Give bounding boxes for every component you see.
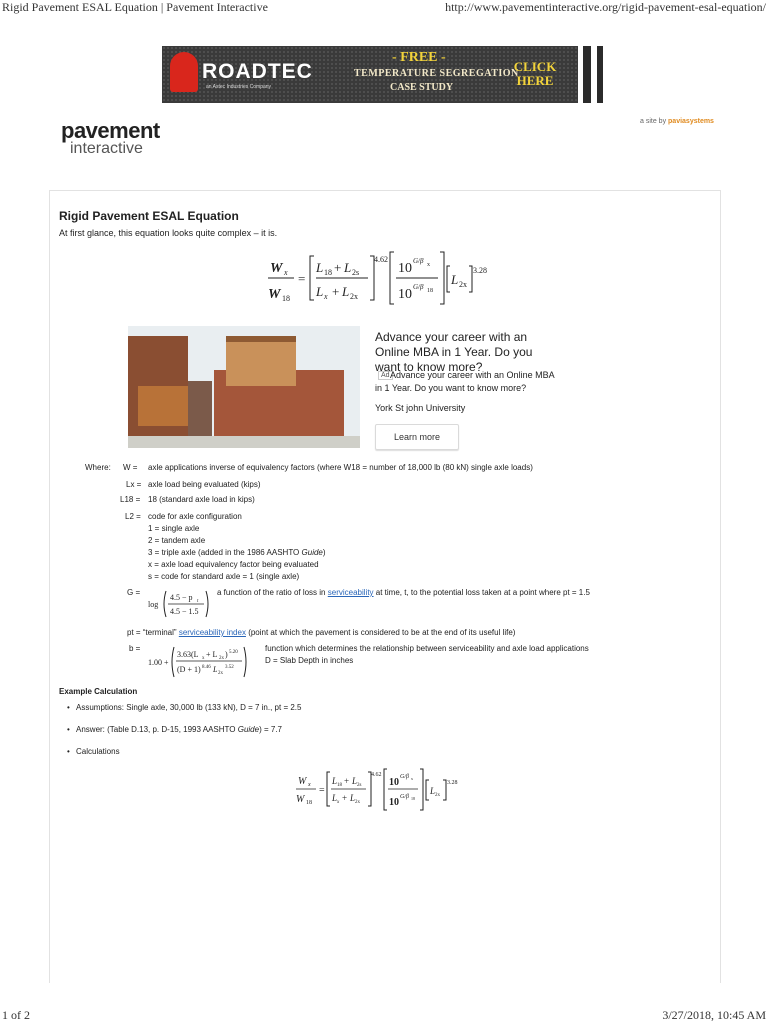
banner-study-line2: CASE STUDY bbox=[390, 82, 454, 93]
svg-text:t: t bbox=[197, 599, 199, 604]
article-intro: At first glance, this equation looks quite complex – it is. bbox=[59, 228, 278, 238]
svg-text:18: 18 bbox=[427, 288, 433, 294]
site-logo-pavement[interactable]: pavement bbox=[61, 118, 160, 143]
svg-text:log: log bbox=[148, 600, 159, 609]
svg-text:L: L bbox=[344, 260, 352, 275]
article-title: Rigid Pavement ESAL Equation bbox=[59, 209, 239, 223]
w-definition: axle applications inverse of equivalency factors (where W18 = number of 18,000 lb (80 kN) single axle loads) bbox=[148, 463, 533, 472]
svg-text:3.52: 3.52 bbox=[225, 665, 234, 670]
svg-text:L: L bbox=[213, 665, 218, 674]
l2-option-3-close: ) bbox=[322, 548, 326, 557]
banner-brand: ROADTEC bbox=[202, 60, 313, 83]
svg-text:x: x bbox=[202, 656, 205, 661]
w-label: W = bbox=[123, 463, 138, 472]
l2-option-2: 2 = tandem axle bbox=[148, 536, 206, 545]
ad-building-image[interactable] bbox=[128, 326, 360, 448]
svg-text:2x: 2x bbox=[459, 280, 467, 289]
eq-exponent-2: 3.28 bbox=[473, 266, 487, 275]
site-logo-interactive[interactable]: interactive bbox=[70, 140, 143, 157]
paviasystems-logo: paviasystems bbox=[668, 118, 714, 125]
svg-text:18: 18 bbox=[337, 783, 342, 788]
l2-option-3-text: 3 = triple axle (added in the 1986 AASHTO bbox=[148, 548, 302, 557]
svg-text:5.20: 5.20 bbox=[229, 650, 238, 655]
ad-learn-more-button[interactable]: Learn more bbox=[375, 424, 459, 450]
banner-click-here[interactable]: CLICK HERE bbox=[513, 59, 557, 88]
svg-text:4.5 − 1.5: 4.5 − 1.5 bbox=[170, 607, 199, 616]
svg-text:2x: 2x bbox=[218, 671, 223, 676]
answer-value: ) = 7.7 bbox=[259, 725, 282, 734]
guide-italic: Guide bbox=[301, 548, 323, 557]
svg-text:=: = bbox=[298, 271, 306, 286]
svg-text:4.62: 4.62 bbox=[371, 772, 382, 778]
banner-brand-sub: an Astec Industries Company bbox=[206, 84, 272, 90]
svg-text:1.00 +: 1.00 + bbox=[148, 658, 169, 667]
g-definition bbox=[217, 588, 590, 597]
svg-text:2s: 2s bbox=[357, 783, 362, 788]
article-frame bbox=[49, 190, 721, 983]
list-item-assumptions: • Assumptions: Single axle, 30,000 lb (133 kN), D = 7 in., pt = 2.5 bbox=[76, 703, 301, 712]
rigid-esal-equation bbox=[264, 246, 496, 308]
l2-option-3 bbox=[148, 548, 326, 557]
svg-text:+ L: + L bbox=[206, 650, 218, 659]
banner-study-line1: TEMPERATURE SEGREGATION bbox=[354, 68, 519, 79]
svg-text:x: x bbox=[308, 782, 311, 788]
serviceability-index-link[interactable]: serviceability index bbox=[178, 628, 246, 637]
svg-text:L: L bbox=[316, 260, 324, 275]
print-header-url: http://www.pavementinteractive.org/rigid-pavement-esal-equation/ bbox=[445, 0, 766, 14]
svg-text:2x: 2x bbox=[355, 800, 360, 805]
svg-text:10: 10 bbox=[398, 287, 412, 302]
svg-text:G/β: G/β bbox=[400, 794, 409, 800]
banner-edge-strip bbox=[583, 46, 591, 103]
svg-text:(D + 1): (D + 1) bbox=[177, 665, 201, 674]
print-header-title: Rigid Pavement ESAL Equation | Pavement Interactive bbox=[2, 0, 268, 14]
svg-text:10: 10 bbox=[389, 777, 399, 788]
serviceability-link[interactable]: serviceability bbox=[327, 588, 374, 597]
print-footer-datetime: 3/27/2018, 10:45 AM bbox=[662, 1008, 766, 1022]
guide-italic: Guide bbox=[237, 725, 260, 734]
g-label: G = bbox=[127, 588, 141, 597]
g-text-post: at time, t, to the potential loss taken at a point where pt = 1.5 bbox=[375, 588, 590, 597]
svg-text:18: 18 bbox=[282, 294, 290, 303]
roadtec-banner-ad[interactable] bbox=[162, 46, 578, 103]
svg-text:W: W bbox=[298, 776, 307, 787]
svg-text:L: L bbox=[451, 272, 459, 287]
svg-text:2x: 2x bbox=[435, 793, 440, 798]
svg-text:W: W bbox=[268, 287, 281, 302]
list-item-calculations: • Calculations bbox=[76, 747, 120, 756]
svg-text:W: W bbox=[270, 261, 283, 276]
ad-badge: Ad bbox=[378, 371, 393, 380]
l18-label: L18 = bbox=[120, 495, 141, 504]
l18-definition: 18 (standard axle load in kips) bbox=[148, 495, 255, 504]
l2-definition: code for axle configuration bbox=[148, 512, 242, 521]
svg-text:L: L bbox=[430, 786, 436, 796]
svg-text:=: = bbox=[319, 785, 325, 796]
svg-text:L: L bbox=[332, 793, 338, 803]
svg-text:W: W bbox=[296, 794, 305, 805]
svg-text:x: x bbox=[427, 262, 430, 268]
svg-text:2s: 2s bbox=[352, 268, 360, 277]
svg-text:G/β: G/β bbox=[400, 774, 409, 780]
pt-text: (point at which the pavement is considered to be at the end of its useful life) bbox=[248, 628, 516, 637]
l2-option-s: s = code for standard axle = 1 (single axle) bbox=[148, 572, 300, 581]
b-definition: function which determines the relationship between serviceability and axle load applications bbox=[265, 644, 589, 653]
pt-definition bbox=[127, 628, 515, 637]
svg-text:10: 10 bbox=[398, 261, 412, 276]
d-definition: D = Slab Depth in inches bbox=[265, 656, 354, 665]
svg-text:L: L bbox=[352, 776, 358, 786]
svg-text:+: + bbox=[332, 284, 340, 299]
svg-text:x: x bbox=[324, 292, 328, 301]
svg-text:8.46: 8.46 bbox=[202, 665, 211, 670]
site-by-credit[interactable] bbox=[640, 118, 714, 125]
eq-exponent-1: 4.62 bbox=[374, 255, 388, 264]
svg-text:L: L bbox=[350, 793, 356, 803]
svg-text:18: 18 bbox=[411, 796, 415, 801]
print-footer-page: 1 of 2 bbox=[2, 1008, 30, 1022]
g-formula bbox=[146, 588, 212, 620]
svg-text:18: 18 bbox=[324, 268, 332, 277]
ad-sponsor[interactable]: York St john University bbox=[375, 403, 466, 413]
svg-text:L: L bbox=[342, 284, 350, 299]
svg-text:x: x bbox=[411, 776, 413, 781]
where-label: Where: bbox=[85, 463, 111, 472]
svg-text:x: x bbox=[284, 268, 288, 277]
svg-text:G/β: G/β bbox=[413, 257, 424, 265]
banner-edge-strip bbox=[597, 46, 603, 103]
svg-text:x: x bbox=[337, 800, 340, 805]
banner-free: - FREE - bbox=[392, 50, 446, 65]
l2-option-x: x = axle load equivalency factor being evaluated bbox=[148, 560, 319, 569]
svg-text:+: + bbox=[342, 793, 348, 803]
l2-option-1: 1 = single axle bbox=[148, 524, 200, 533]
ad-headline[interactable]: Advance your career with an Online MBA in 1 Year. Do you want to know more? bbox=[375, 330, 533, 374]
example-title: Example Calculation bbox=[59, 687, 138, 696]
site-by-prefix: a site by bbox=[640, 118, 667, 125]
svg-text:4.5 − p: 4.5 − p bbox=[170, 593, 193, 602]
svg-text:2x: 2x bbox=[219, 656, 224, 661]
answer-text: Answer: (Table D.13, p. D-15, 1993 AASHTO bbox=[76, 725, 238, 734]
ad-body-text[interactable]: Advance your career with an Online MBA in 1 Year. Do you want to know more? bbox=[375, 370, 555, 393]
svg-text:G/β: G/β bbox=[413, 283, 424, 291]
svg-text:2x: 2x bbox=[350, 292, 358, 301]
b-formula bbox=[146, 644, 258, 680]
svg-text:): ) bbox=[225, 650, 228, 659]
calculation-equation bbox=[294, 766, 474, 812]
lx-definition: axle load being evaluated (kips) bbox=[148, 480, 261, 489]
svg-text:L: L bbox=[332, 776, 338, 786]
svg-text:10: 10 bbox=[389, 797, 399, 808]
svg-text:3.63(L: 3.63(L bbox=[177, 650, 199, 659]
calc-exponent: 3.28 bbox=[447, 780, 458, 786]
svg-text:L: L bbox=[316, 284, 324, 299]
svg-text:18: 18 bbox=[306, 800, 312, 806]
svg-text:+: + bbox=[334, 260, 342, 275]
roadtec-r-logo-icon bbox=[170, 52, 198, 92]
list-item-answer bbox=[76, 725, 282, 734]
lx-label: Lx = bbox=[126, 480, 142, 489]
pt-label: pt = “terminal” bbox=[127, 628, 177, 637]
l2-label: L2 = bbox=[125, 512, 141, 521]
svg-text:+: + bbox=[344, 776, 350, 786]
b-label: b = bbox=[129, 644, 141, 653]
g-text: a function of the ratio of loss in bbox=[217, 588, 326, 597]
